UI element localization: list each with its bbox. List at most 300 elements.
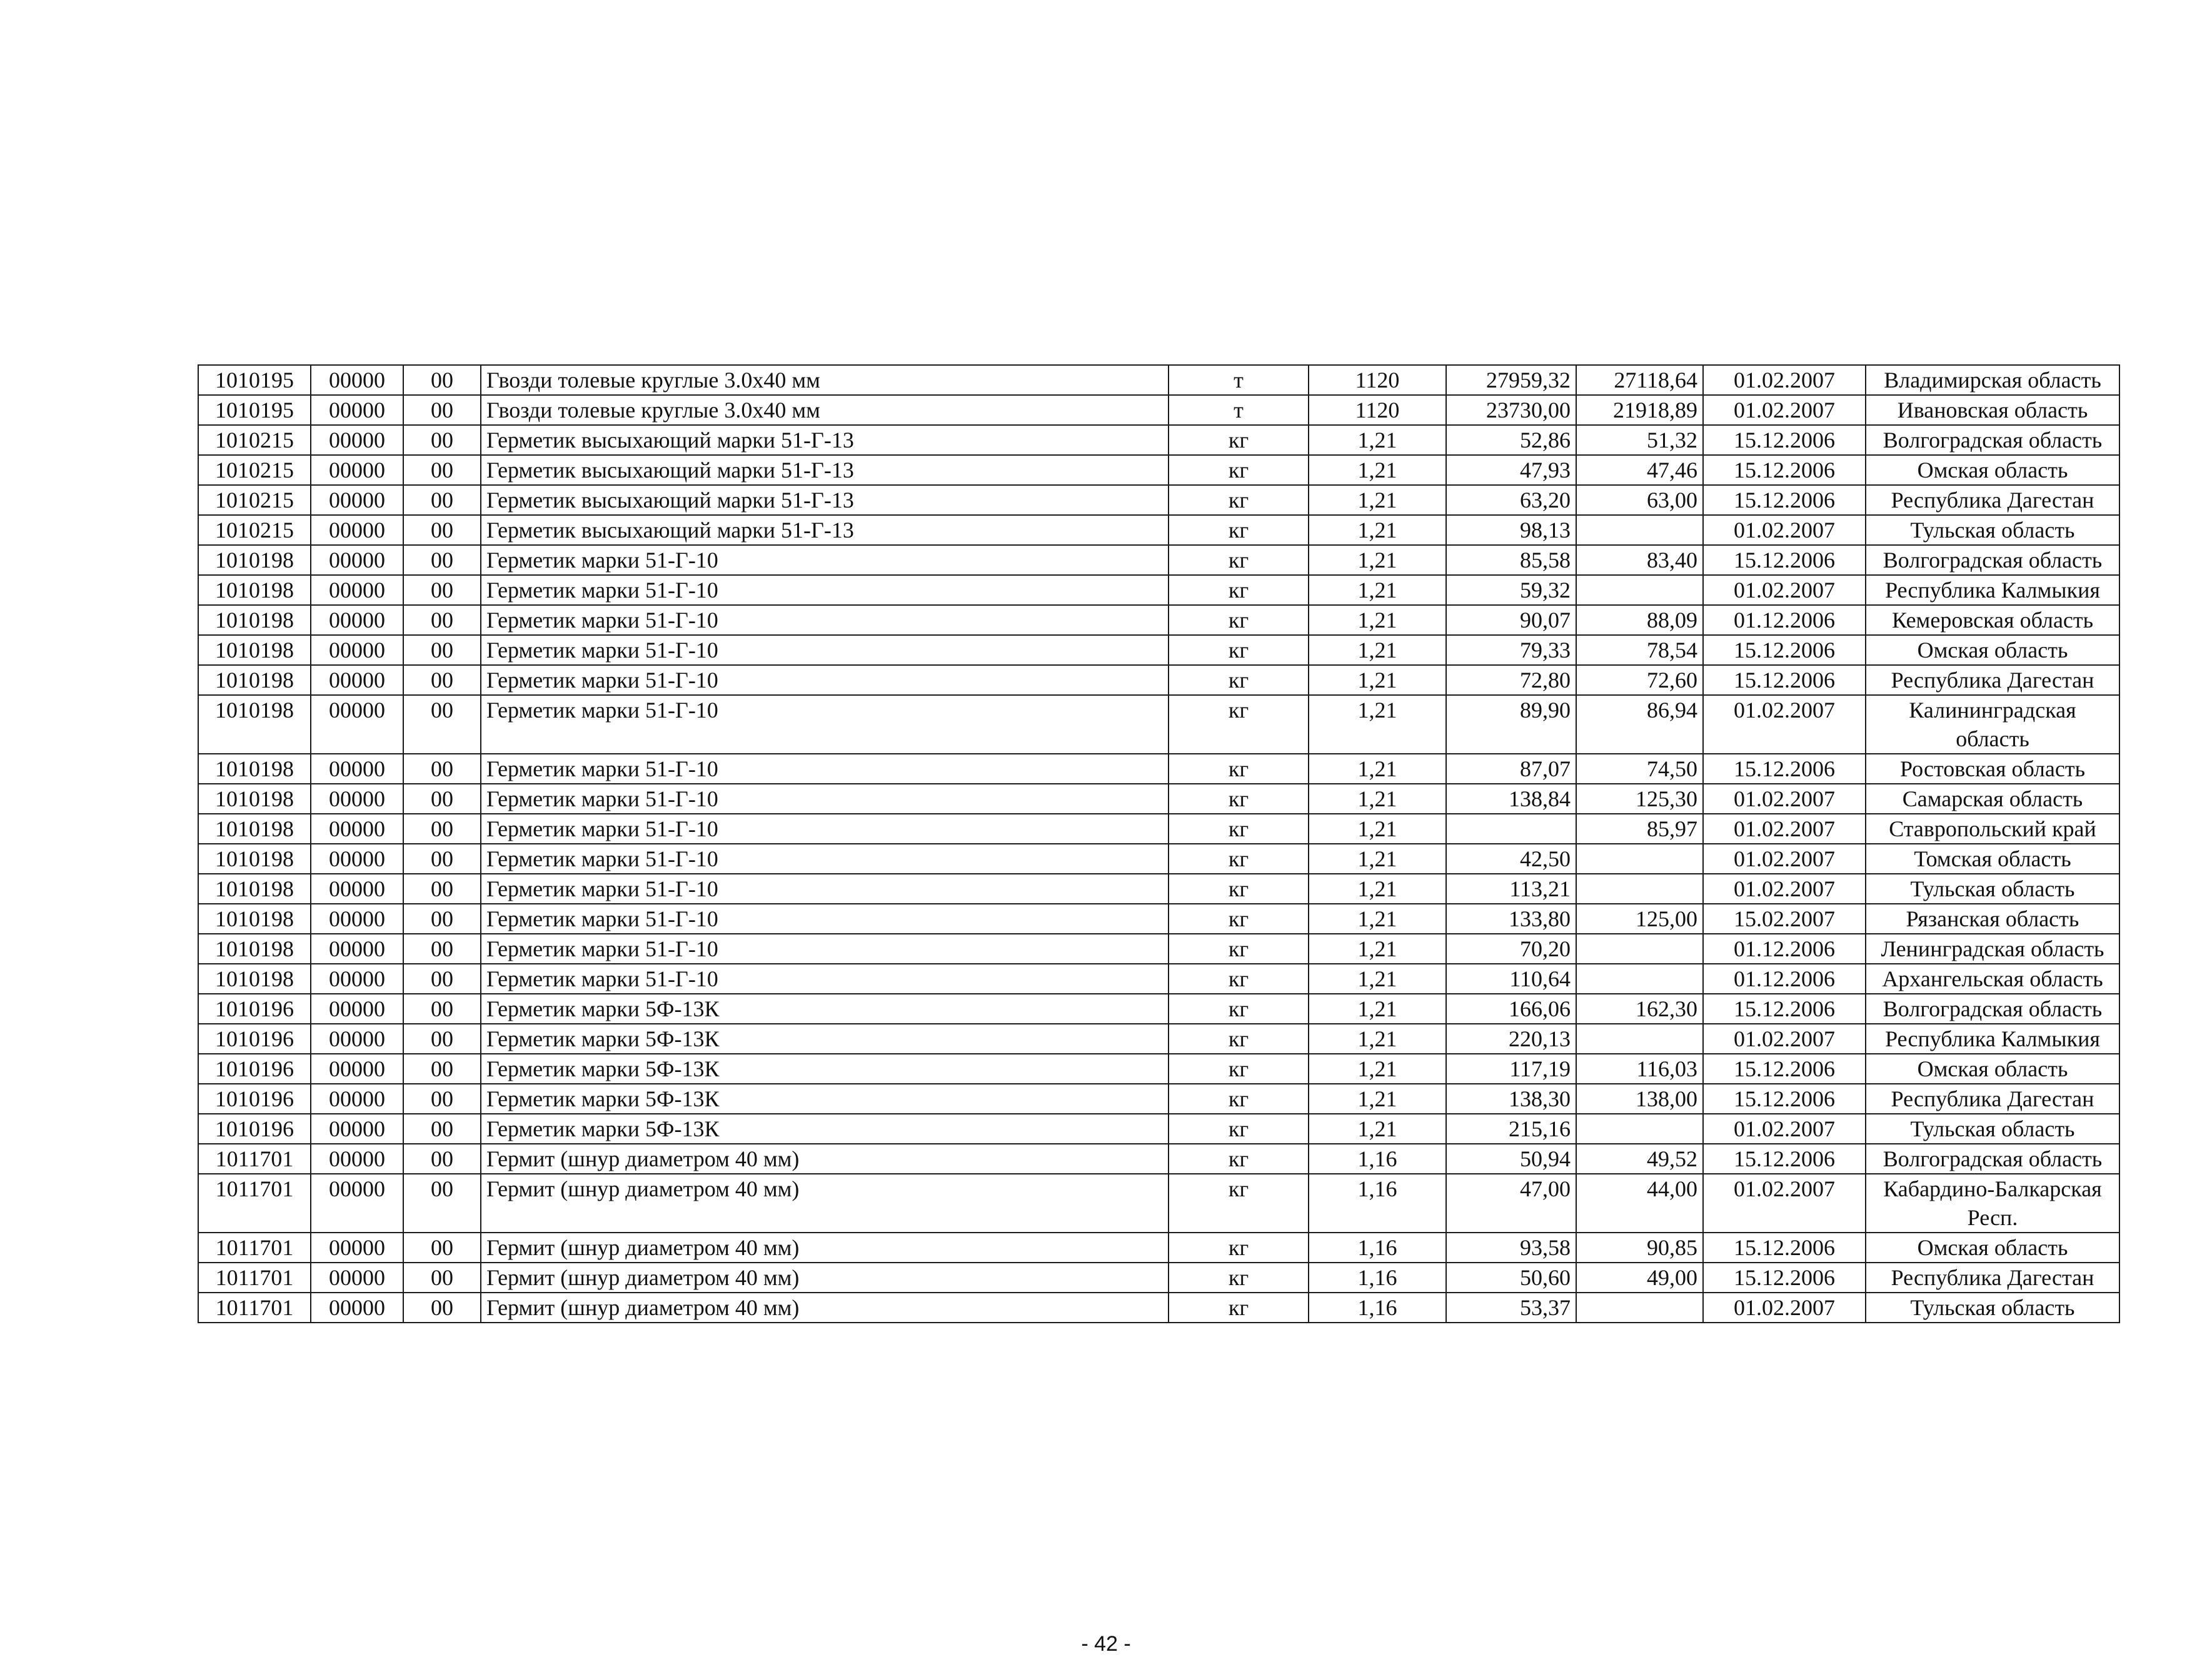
cell-sub: 00000	[311, 455, 403, 485]
cell-coef: 1,21	[1309, 635, 1446, 665]
cell-coef: 1,21	[1309, 964, 1446, 994]
cell-unit: кг	[1169, 1084, 1309, 1114]
cell-p2: 78,54	[1576, 635, 1703, 665]
cell-grp: 00	[403, 455, 481, 485]
cell-sub: 00000	[311, 1084, 403, 1114]
cell-coef: 1,21	[1309, 695, 1446, 754]
cell-code: 1011701	[198, 1174, 311, 1233]
cell-date: 15.12.2006	[1703, 665, 1866, 695]
cell-sub: 00000	[311, 1144, 403, 1174]
cell-date: 01.12.2006	[1703, 605, 1866, 635]
cell-code: 1010198	[198, 665, 311, 695]
cell-p1: 166,06	[1446, 994, 1576, 1024]
cell-name: Герметик марки 51-Г-10	[481, 964, 1169, 994]
cell-sub: 00000	[311, 545, 403, 575]
cell-sub: 00000	[311, 784, 403, 814]
cell-region: Республика Дагестан	[1866, 665, 2119, 695]
cell-region: Тульская область	[1866, 1293, 2119, 1323]
table-row	[198, 1114, 2119, 1144]
cell-p2: 86,94	[1576, 695, 1703, 754]
cell-name: Герметик марки 51-Г-10	[481, 874, 1169, 904]
cell-code: 1010195	[198, 395, 311, 425]
cell-coef: 1,16	[1309, 1233, 1446, 1263]
cell-name: Герметик марки 51-Г-10	[481, 665, 1169, 695]
cell-grp: 00	[403, 485, 481, 515]
cell-sub: 00000	[311, 575, 403, 605]
table-row	[198, 395, 2119, 425]
table-row	[198, 844, 2119, 874]
cell-p1: 27959,32	[1446, 365, 1576, 395]
cell-date: 01.02.2007	[1703, 1024, 1866, 1054]
cell-coef: 1,21	[1309, 754, 1446, 784]
cell-p1: 93,58	[1446, 1233, 1576, 1263]
cell-p1: 133,80	[1446, 904, 1576, 934]
cell-region: Республика Калмыкия	[1866, 1024, 2119, 1054]
cell-code: 1010198	[198, 934, 311, 964]
cell-p2	[1576, 874, 1703, 904]
cell-p1: 90,07	[1446, 605, 1576, 635]
cell-name: Герметик высыхающий марки 51-Г-13	[481, 515, 1169, 545]
cell-unit: кг	[1169, 1054, 1309, 1084]
cell-unit: кг	[1169, 1263, 1309, 1293]
cell-grp: 00	[403, 964, 481, 994]
cell-unit: кг	[1169, 635, 1309, 665]
table-row	[198, 1054, 2119, 1084]
cell-grp: 00	[403, 1024, 481, 1054]
cell-grp: 00	[403, 515, 481, 545]
cell-p1: 50,94	[1446, 1144, 1576, 1174]
cell-p2: 83,40	[1576, 545, 1703, 575]
cell-code: 1010215	[198, 425, 311, 455]
cell-coef: 1,21	[1309, 1054, 1446, 1084]
cell-coef: 1,16	[1309, 1144, 1446, 1174]
cell-grp: 00	[403, 575, 481, 605]
cell-grp: 00	[403, 635, 481, 665]
cell-p2: 125,30	[1576, 784, 1703, 814]
cell-p1: 113,21	[1446, 874, 1576, 904]
cell-region: Омская область	[1866, 1054, 2119, 1084]
cell-p1: 23730,00	[1446, 395, 1576, 425]
cell-unit: т	[1169, 395, 1309, 425]
cell-p1: 59,32	[1446, 575, 1576, 605]
cell-unit: кг	[1169, 844, 1309, 874]
cell-unit: кг	[1169, 545, 1309, 575]
cell-name: Герметик марки 51-Г-10	[481, 695, 1169, 754]
cell-p2: 90,85	[1576, 1233, 1703, 1263]
cell-name: Гермит (шнур диаметром 40 мм)	[481, 1263, 1169, 1293]
cell-date: 15.12.2006	[1703, 994, 1866, 1024]
cell-grp: 00	[403, 665, 481, 695]
cell-unit: кг	[1169, 1114, 1309, 1144]
cell-region: Республика Дагестан	[1866, 1263, 2119, 1293]
table-row	[198, 994, 2119, 1024]
cell-code: 1010198	[198, 844, 311, 874]
cell-coef: 1,21	[1309, 545, 1446, 575]
cell-date: 01.12.2006	[1703, 964, 1866, 994]
cell-code: 1010198	[198, 964, 311, 994]
cell-name: Герметик марки 5Ф-13К	[481, 1084, 1169, 1114]
cell-code: 1010198	[198, 695, 311, 754]
cell-coef: 1,21	[1309, 455, 1446, 485]
cell-coef: 1120	[1309, 365, 1446, 395]
cell-name: Герметик марки 51-Г-10	[481, 934, 1169, 964]
cell-coef: 1,21	[1309, 784, 1446, 814]
cell-coef: 1,21	[1309, 994, 1446, 1024]
table-body	[198, 365, 2119, 1323]
cell-date: 15.12.2006	[1703, 1084, 1866, 1114]
cell-code: 1011701	[198, 1233, 311, 1263]
cell-coef: 1120	[1309, 395, 1446, 425]
cell-date: 01.02.2007	[1703, 575, 1866, 605]
cell-p1: 117,19	[1446, 1054, 1576, 1084]
cell-code: 1010196	[198, 1084, 311, 1114]
cell-sub: 00000	[311, 994, 403, 1024]
cell-name: Герметик марки 51-Г-10	[481, 844, 1169, 874]
cell-coef: 1,21	[1309, 485, 1446, 515]
cell-unit: кг	[1169, 455, 1309, 485]
cell-sub: 00000	[311, 1024, 403, 1054]
cell-p1: 138,30	[1446, 1084, 1576, 1114]
cell-code: 1010195	[198, 365, 311, 395]
cell-date: 15.12.2006	[1703, 1054, 1866, 1084]
cell-sub: 00000	[311, 425, 403, 455]
cell-p2	[1576, 515, 1703, 545]
table-row	[198, 1174, 2119, 1233]
table-row	[198, 455, 2119, 485]
cell-coef: 1,21	[1309, 575, 1446, 605]
cell-region: Архангельская область	[1866, 964, 2119, 994]
cell-p1: 79,33	[1446, 635, 1576, 665]
cell-coef: 1,21	[1309, 665, 1446, 695]
cell-grp: 00	[403, 1263, 481, 1293]
cell-name: Герметик марки 51-Г-10	[481, 605, 1169, 635]
cell-region: Тульская область	[1866, 874, 2119, 904]
cell-p1: 138,84	[1446, 784, 1576, 814]
cell-p1: 70,20	[1446, 934, 1576, 964]
cell-unit: кг	[1169, 1233, 1309, 1263]
cell-name: Герметик высыхающий марки 51-Г-13	[481, 455, 1169, 485]
cell-code: 1011701	[198, 1144, 311, 1174]
table-row	[198, 1293, 2119, 1323]
cell-p2	[1576, 844, 1703, 874]
cell-date: 01.02.2007	[1703, 1174, 1866, 1233]
cell-date: 01.02.2007	[1703, 515, 1866, 545]
cell-grp: 00	[403, 844, 481, 874]
cell-name: Герметик высыхающий марки 51-Г-13	[481, 485, 1169, 515]
table-row	[198, 1144, 2119, 1174]
cell-sub: 00000	[311, 1263, 403, 1293]
table-row	[198, 1084, 2119, 1114]
table-row	[198, 814, 2119, 844]
cell-p2: 49,52	[1576, 1144, 1703, 1174]
cell-p2	[1576, 1024, 1703, 1054]
cell-date: 15.12.2006	[1703, 754, 1866, 784]
cell-sub: 00000	[311, 1174, 403, 1233]
cell-name: Герметик марки 51-Г-10	[481, 784, 1169, 814]
cell-date: 15.12.2006	[1703, 1263, 1866, 1293]
cell-sub: 00000	[311, 515, 403, 545]
cell-date: 15.12.2006	[1703, 455, 1866, 485]
cell-p1: 53,37	[1446, 1293, 1576, 1323]
cell-p1: 63,20	[1446, 485, 1576, 515]
cell-p1: 215,16	[1446, 1114, 1576, 1144]
cell-unit: кг	[1169, 784, 1309, 814]
cell-name: Герметик марки 51-Г-10	[481, 814, 1169, 844]
cell-coef: 1,21	[1309, 904, 1446, 934]
cell-code: 1010198	[198, 904, 311, 934]
cell-name: Герметик марки 5Ф-13К	[481, 994, 1169, 1024]
cell-grp: 00	[403, 874, 481, 904]
cell-region: Калининградская область	[1866, 695, 2119, 754]
table-row	[198, 425, 2119, 455]
cell-p2: 49,00	[1576, 1263, 1703, 1293]
cell-p2: 21918,89	[1576, 395, 1703, 425]
cell-sub: 00000	[311, 934, 403, 964]
cell-name: Герметик высыхающий марки 51-Г-13	[481, 425, 1169, 455]
cell-region: Ростовская область	[1866, 754, 2119, 784]
cell-grp: 00	[403, 425, 481, 455]
cell-p1: 110,64	[1446, 964, 1576, 994]
cell-unit: кг	[1169, 814, 1309, 844]
table-row	[198, 1233, 2119, 1263]
cell-date: 15.12.2006	[1703, 635, 1866, 665]
cell-coef: 1,21	[1309, 515, 1446, 545]
cell-date: 01.02.2007	[1703, 784, 1866, 814]
table-row	[198, 545, 2119, 575]
table-row	[198, 754, 2119, 784]
cell-code: 1011701	[198, 1263, 311, 1293]
cell-code: 1010215	[198, 485, 311, 515]
table-row	[198, 964, 2119, 994]
cell-p2: 162,30	[1576, 994, 1703, 1024]
cell-date: 01.02.2007	[1703, 1293, 1866, 1323]
table-row	[198, 934, 2119, 964]
cell-grp: 00	[403, 365, 481, 395]
cell-date: 01.02.2007	[1703, 395, 1866, 425]
cell-grp: 00	[403, 605, 481, 635]
cell-region: Ставропольский край	[1866, 814, 2119, 844]
cell-p2	[1576, 964, 1703, 994]
table-row	[198, 665, 2119, 695]
cell-sub: 00000	[311, 874, 403, 904]
cell-sub: 00000	[311, 1054, 403, 1084]
cell-coef: 1,16	[1309, 1293, 1446, 1323]
cell-p2: 72,60	[1576, 665, 1703, 695]
cell-region: Рязанская область	[1866, 904, 2119, 934]
table-row	[198, 904, 2119, 934]
page-number: - 42 -	[1081, 1632, 1131, 1656]
cell-p1: 89,90	[1446, 695, 1576, 754]
cell-code: 1011701	[198, 1293, 311, 1323]
cell-region: Владимирская область	[1866, 365, 2119, 395]
cell-coef: 1,21	[1309, 605, 1446, 635]
cell-unit: кг	[1169, 874, 1309, 904]
cell-unit: кг	[1169, 1024, 1309, 1054]
cell-unit: кг	[1169, 904, 1309, 934]
cell-unit: кг	[1169, 575, 1309, 605]
cell-code: 1010198	[198, 784, 311, 814]
cell-p1: 42,50	[1446, 844, 1576, 874]
cell-sub: 00000	[311, 1293, 403, 1323]
cell-coef: 1,21	[1309, 814, 1446, 844]
cell-name: Гермит (шнур диаметром 40 мм)	[481, 1233, 1169, 1263]
table-row	[198, 635, 2119, 665]
cell-region: Кабардино-Балкарская Респ.	[1866, 1174, 2119, 1233]
cell-region: Республика Калмыкия	[1866, 575, 2119, 605]
table-row	[198, 695, 2119, 754]
cell-p2: 63,00	[1576, 485, 1703, 515]
cell-grp: 00	[403, 904, 481, 934]
cell-grp: 00	[403, 1233, 481, 1263]
cell-sub: 00000	[311, 964, 403, 994]
cell-grp: 00	[403, 395, 481, 425]
cell-code: 1010198	[198, 545, 311, 575]
cell-date: 01.02.2007	[1703, 695, 1866, 754]
cell-code: 1010196	[198, 1114, 311, 1144]
cell-name: Герметик марки 51-Г-10	[481, 754, 1169, 784]
cell-p1: 52,86	[1446, 425, 1576, 455]
cell-p1: 98,13	[1446, 515, 1576, 545]
cell-grp: 00	[403, 695, 481, 754]
cell-date: 01.12.2006	[1703, 934, 1866, 964]
cell-grp: 00	[403, 994, 481, 1024]
cell-p2: 138,00	[1576, 1084, 1703, 1114]
cell-code: 1010198	[198, 874, 311, 904]
cell-unit: кг	[1169, 1174, 1309, 1233]
cell-code: 1010198	[198, 575, 311, 605]
cell-code: 1010198	[198, 635, 311, 665]
cell-grp: 00	[403, 1114, 481, 1144]
cell-unit: кг	[1169, 665, 1309, 695]
cell-region: Самарская область	[1866, 784, 2119, 814]
cell-coef: 1,21	[1309, 1084, 1446, 1114]
cell-p2: 51,32	[1576, 425, 1703, 455]
cell-date: 15.12.2006	[1703, 1144, 1866, 1174]
cell-date: 01.02.2007	[1703, 874, 1866, 904]
cell-date: 15.12.2006	[1703, 545, 1866, 575]
cell-date: 01.02.2007	[1703, 844, 1866, 874]
cell-sub: 00000	[311, 1114, 403, 1144]
cell-sub: 00000	[311, 665, 403, 695]
cell-name: Герметик марки 51-Г-10	[481, 575, 1169, 605]
cell-name: Герметик марки 5Ф-13К	[481, 1024, 1169, 1054]
cell-unit: кг	[1169, 605, 1309, 635]
cell-name: Герметик марки 51-Г-10	[481, 635, 1169, 665]
cell-region: Омская область	[1866, 455, 2119, 485]
cell-sub: 00000	[311, 844, 403, 874]
cell-unit: кг	[1169, 515, 1309, 545]
cell-unit: кг	[1169, 425, 1309, 455]
cell-code: 1010196	[198, 1054, 311, 1084]
cell-code: 1010196	[198, 994, 311, 1024]
cell-coef: 1,21	[1309, 874, 1446, 904]
cell-name: Герметик марки 5Ф-13К	[481, 1114, 1169, 1144]
cell-unit: кг	[1169, 994, 1309, 1024]
cell-p2	[1576, 1114, 1703, 1144]
table-row	[198, 1024, 2119, 1054]
cell-grp: 00	[403, 1084, 481, 1114]
cell-region: Омская область	[1866, 1233, 2119, 1263]
cell-code: 1010198	[198, 814, 311, 844]
cell-region: Волгоградская область	[1866, 994, 2119, 1024]
cell-code: 1010198	[198, 605, 311, 635]
table-row	[198, 784, 2119, 814]
cell-p2: 116,03	[1576, 1054, 1703, 1084]
cell-coef: 1,21	[1309, 1114, 1446, 1144]
cell-p2: 85,97	[1576, 814, 1703, 844]
cell-name: Герметик марки 5Ф-13К	[481, 1054, 1169, 1084]
cell-unit: кг	[1169, 485, 1309, 515]
cell-region: Тульская область	[1866, 1114, 2119, 1144]
cell-name: Герметик марки 51-Г-10	[481, 545, 1169, 575]
cell-code: 1010196	[198, 1024, 311, 1054]
cell-region: Волгоградская область	[1866, 1144, 2119, 1174]
cell-p2: 74,50	[1576, 754, 1703, 784]
cell-name: Гвозди толевые круглые 3.0х40 мм	[481, 365, 1169, 395]
cell-p1: 220,13	[1446, 1024, 1576, 1054]
cell-coef: 1,21	[1309, 844, 1446, 874]
cell-name: Герметик марки 51-Г-10	[481, 904, 1169, 934]
cell-coef: 1,21	[1309, 934, 1446, 964]
cell-p2: 47,46	[1576, 455, 1703, 485]
cell-grp: 00	[403, 784, 481, 814]
cell-date: 01.02.2007	[1703, 365, 1866, 395]
cell-coef: 1,16	[1309, 1263, 1446, 1293]
cell-region: Волгоградская область	[1866, 545, 2119, 575]
cell-region: Волгоградская область	[1866, 425, 2119, 455]
cell-unit: кг	[1169, 695, 1309, 754]
table-row	[198, 605, 2119, 635]
cell-code: 1010215	[198, 455, 311, 485]
cell-date: 15.12.2006	[1703, 485, 1866, 515]
cell-grp: 00	[403, 1174, 481, 1233]
cell-date: 01.02.2007	[1703, 1114, 1866, 1144]
cell-unit: т	[1169, 365, 1309, 395]
cell-date: 15.12.2006	[1703, 425, 1866, 455]
cell-region: Ивановская область	[1866, 395, 2119, 425]
cell-coef: 1,21	[1309, 425, 1446, 455]
cell-region: Республика Дагестан	[1866, 485, 2119, 515]
cell-p2: 44,00	[1576, 1174, 1703, 1233]
cell-p2	[1576, 1293, 1703, 1323]
cell-coef: 1,21	[1309, 1024, 1446, 1054]
cell-unit: кг	[1169, 1293, 1309, 1323]
cell-sub: 00000	[311, 814, 403, 844]
cell-p2: 125,00	[1576, 904, 1703, 934]
cell-name: Гвозди толевые круглые 3.0х40 мм	[481, 395, 1169, 425]
cell-date: 15.12.2006	[1703, 1233, 1866, 1263]
cell-p1: 72,80	[1446, 665, 1576, 695]
cell-name: Гермит (шнур диаметром 40 мм)	[481, 1144, 1169, 1174]
cell-code: 1010198	[198, 754, 311, 784]
cell-grp: 00	[403, 1293, 481, 1323]
cell-date: 01.02.2007	[1703, 814, 1866, 844]
cell-sub: 00000	[311, 904, 403, 934]
cell-unit: кг	[1169, 934, 1309, 964]
cell-region: Республика Дагестан	[1866, 1084, 2119, 1114]
cell-p2: 27118,64	[1576, 365, 1703, 395]
cell-date: 15.02.2007	[1703, 904, 1866, 934]
cell-unit: кг	[1169, 754, 1309, 784]
cell-p1: 85,58	[1446, 545, 1576, 575]
cell-code: 1010215	[198, 515, 311, 545]
table-row	[198, 365, 2119, 395]
cell-name: Гермит (шнур диаметром 40 мм)	[481, 1174, 1169, 1233]
cell-region: Кемеровская область	[1866, 605, 2119, 635]
table-row	[198, 1263, 2119, 1293]
cell-grp: 00	[403, 1054, 481, 1084]
cell-grp: 00	[403, 754, 481, 784]
